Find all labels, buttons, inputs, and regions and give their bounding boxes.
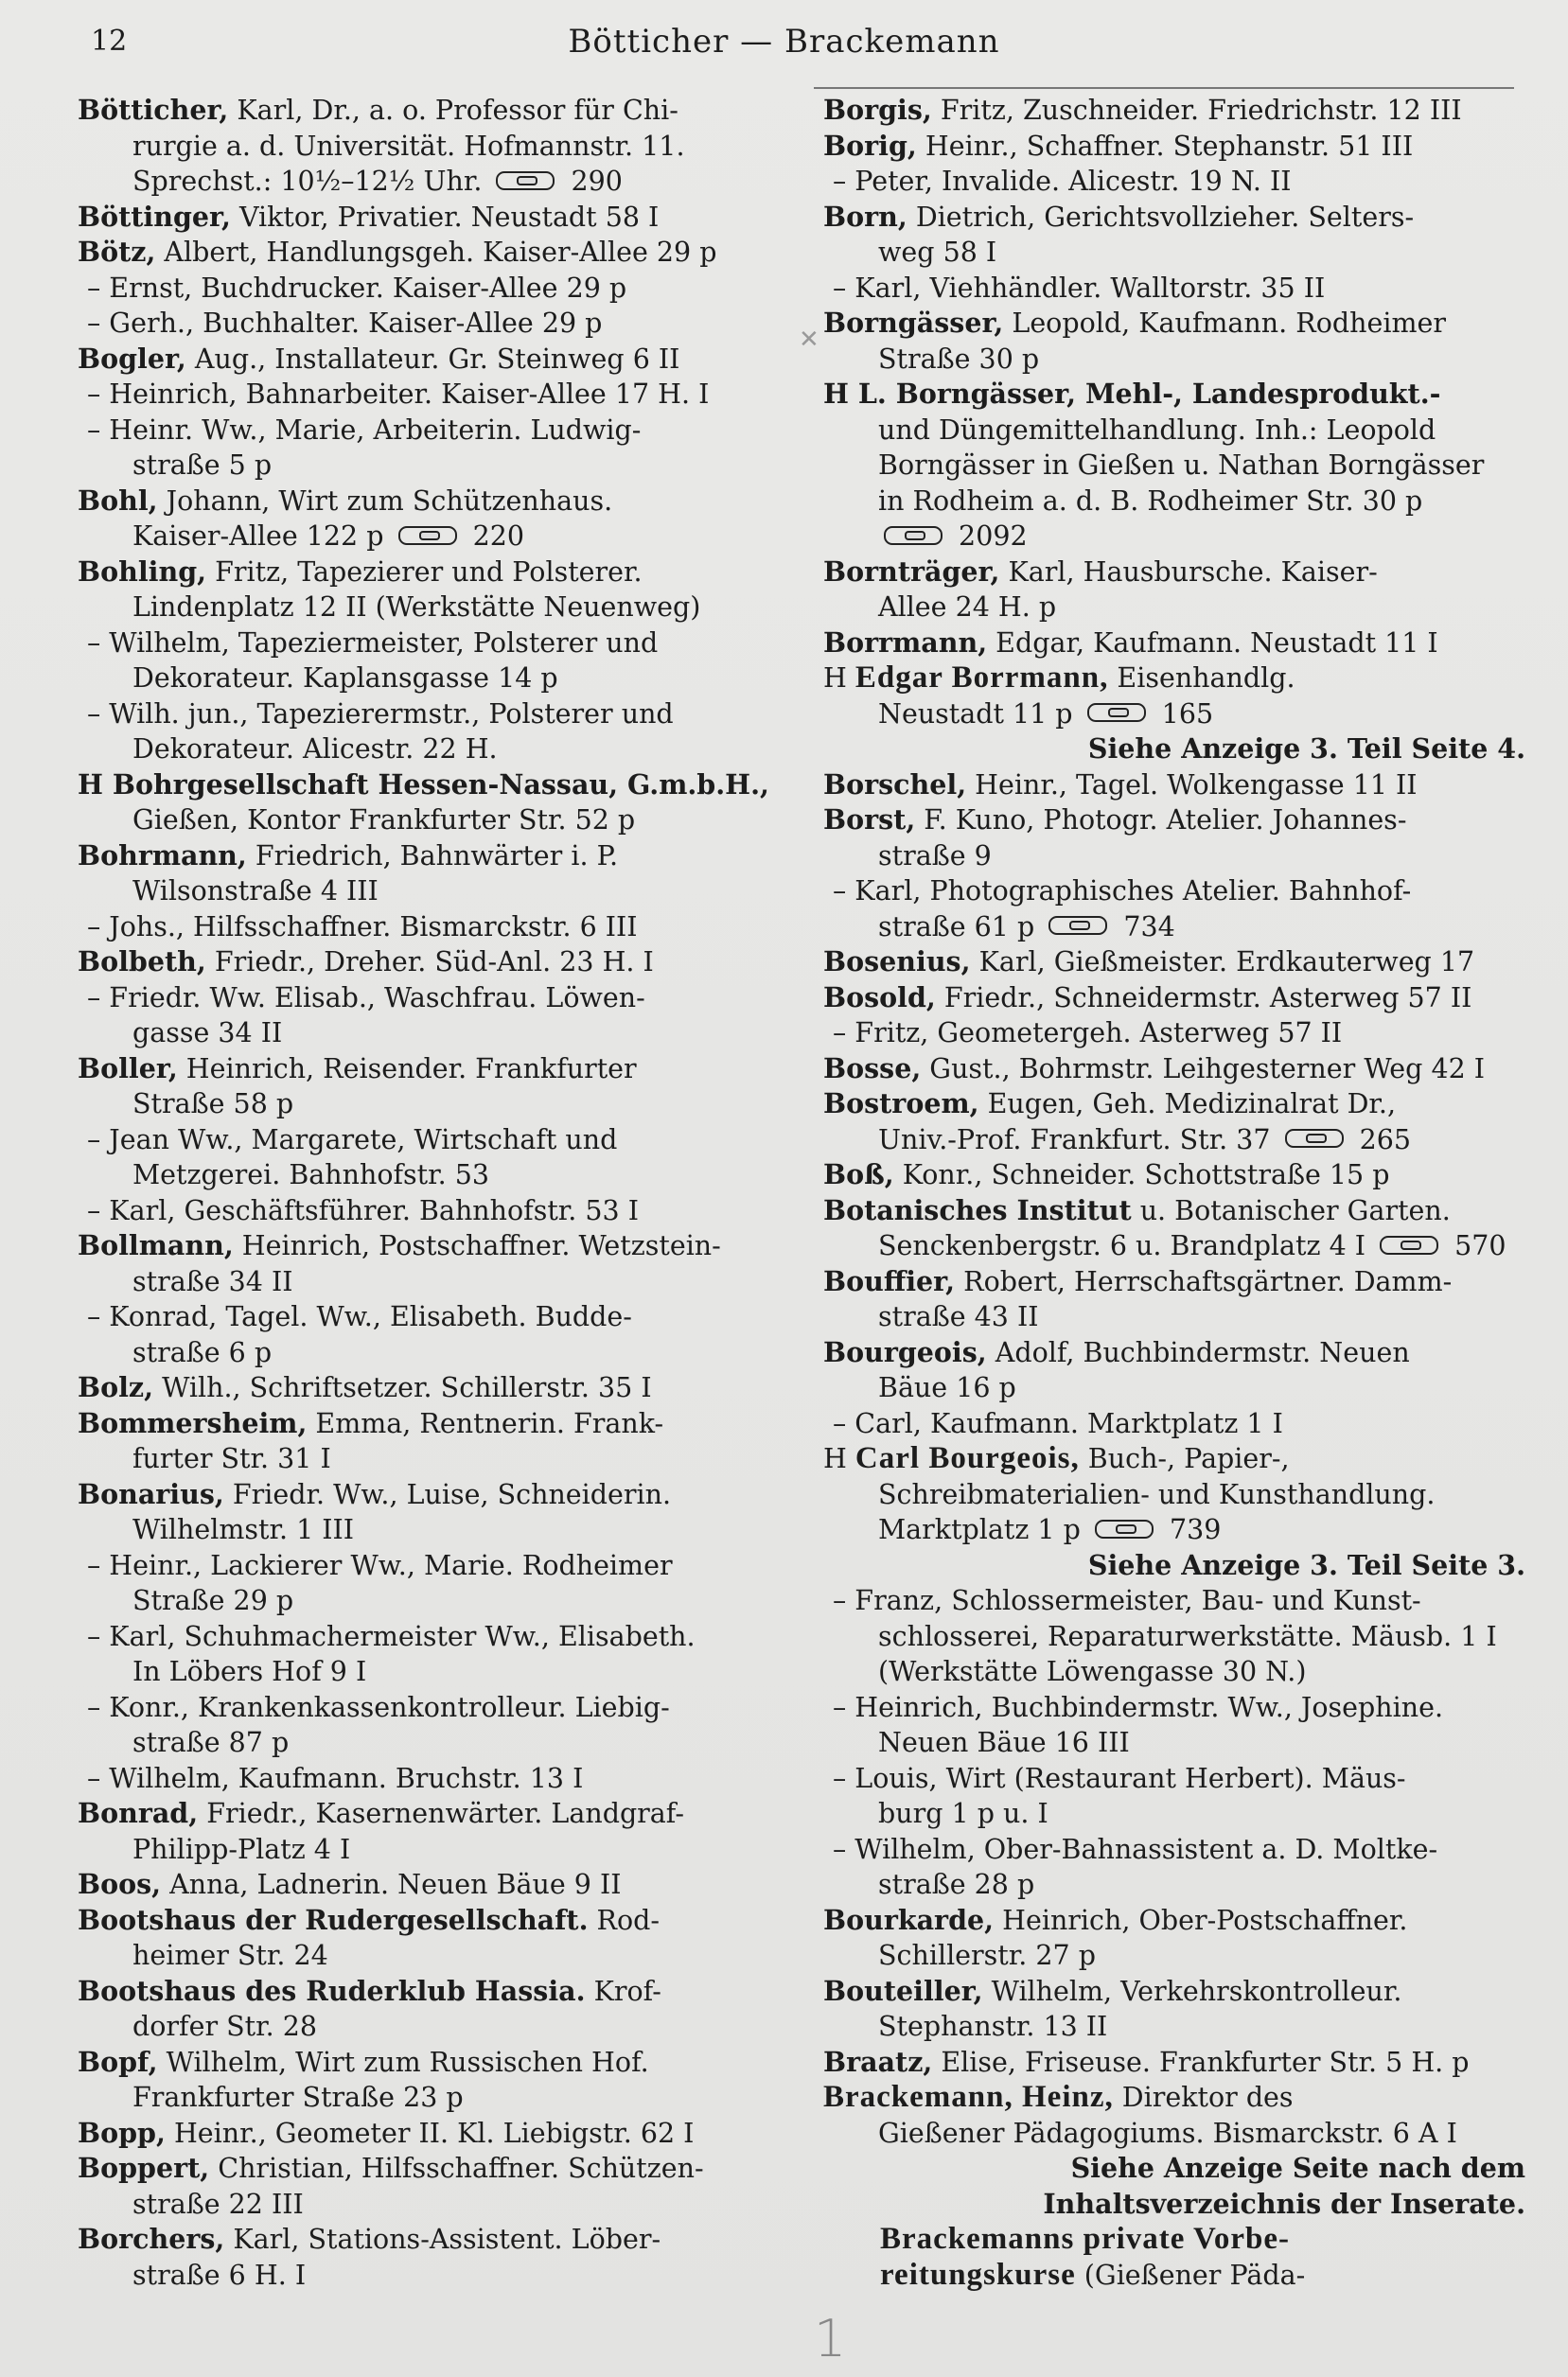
entry-line: [78, 1051, 797, 1087]
entry-detail: Krof-: [585, 1975, 661, 2007]
entry-name: Borst,: [823, 803, 916, 836]
advert-entry-line: H Carl Bourgeois, Buch-, Papier-,: [823, 1441, 1290, 1475]
footer-page-mark: 1: [814, 2309, 847, 2368]
company-entry-line: [78, 767, 797, 803]
entry-detail: Christian, Hilfsschaffner. Schützen-: [209, 2153, 704, 2184]
entry-detail: Anna, Ladnerin. Neuen Bäue 9 II: [161, 1869, 622, 1900]
directory-entry: [78, 980, 797, 1051]
entry-continuation: burg 1 p u. I: [878, 1798, 1048, 1829]
entry-name: Bolz,: [78, 1371, 154, 1403]
directory-entry: [78, 1903, 797, 1974]
sub-entry-line: – Louis, Wirt (Restaurant Herbert). Mäus-: [833, 1762, 1406, 1794]
entry-name: Borig,: [823, 129, 917, 162]
entry-name: Boos,: [78, 1868, 162, 1900]
entry-continuation: Allee 24 H. p: [878, 591, 1057, 623]
entry-detail: Johann, Wirt zum Schützenhaus.: [157, 484, 613, 517]
entry-detail: u. Botanischer Garten.: [1131, 1194, 1451, 1226]
entry-line: [78, 1406, 797, 1442]
entry-continuation: Dekorateur. Kaplansgasse 14 p: [132, 662, 558, 694]
entry-name: Bonrad,: [78, 1797, 199, 1829]
entry-name: Bourkarde,: [823, 1903, 995, 1936]
entry-line: [78, 200, 797, 236]
directory-entry: [78, 235, 797, 271]
entry-continuation: straße 34 II: [132, 1265, 293, 1297]
directory-entry: [823, 1583, 1531, 1690]
promo-title: reitungskurse: [880, 2257, 1076, 2292]
entry-line: [823, 1903, 1531, 1939]
entry-detail: Dietrich, Gerichtsvollzieher. Selters-: [907, 201, 1415, 233]
entry-line: [823, 1193, 1531, 1229]
entry-name: Böttinger,: [78, 200, 231, 233]
directory-entry: [823, 164, 1531, 200]
entry-name: Bopp,: [78, 2116, 166, 2149]
entry-line: [823, 1974, 1531, 2010]
entry-continuation: Neuen Bäue 16 III: [878, 1727, 1130, 1758]
directory-entry: [78, 1051, 797, 1122]
entry-continuation: Straße 29 p: [132, 1585, 294, 1616]
entry-name: Bosold,: [823, 980, 936, 1013]
directory-entry: [78, 2045, 797, 2116]
entry-name: Borgis,: [823, 94, 932, 126]
entry-line: [78, 1477, 797, 1513]
entry-name: Bornträger,: [823, 555, 1000, 588]
telephone-icon: [496, 171, 555, 190]
sub-entry-line: – Karl, Geschäftsführer. Bahnhofstr. 53 I: [87, 1194, 639, 1226]
entry-line: [78, 1867, 797, 1903]
entry-line: [78, 1370, 797, 1406]
entry-continuation: Lindenplatz 12 II (Werkstätte Neuenweg): [132, 591, 701, 623]
entry-detail: Wilh., Schriftsetzer. Schillerstr. 35 I: [153, 1372, 652, 1403]
page-number: 12: [91, 25, 128, 58]
directory-entry: [78, 909, 797, 945]
entry-continuation: Bäue 16 p: [878, 1372, 1016, 1403]
directory-entry: [823, 129, 1531, 165]
entry-line: [823, 555, 1531, 590]
entry-detail: Heinr., Geometer II. Kl. Liebigstr. 62 I: [165, 2117, 695, 2149]
sub-entry-line: – Johs., Hilfsschaffner. Bismarckstr. 6 III: [87, 910, 638, 942]
entry-name: Bouffier,: [823, 1264, 956, 1297]
directory-entry: [78, 342, 797, 378]
advert-notice: Siehe Anzeige Seite nach dem: [1070, 2152, 1525, 2184]
directory-entry: [78, 767, 797, 838]
sub-entry-line: – Heinr., Lackierer Ww., Marie. Rodheimer: [87, 1549, 673, 1581]
entry-line: [78, 2151, 797, 2187]
promo-line: [823, 2222, 1531, 2258]
directory-entry: [78, 1122, 797, 1193]
entry-detail: Fritz, Tapezierer und Polsterer.: [206, 555, 643, 588]
directory-entry: [823, 980, 1531, 1016]
promo-line: reitungskurse (Gießener Päda-: [823, 2258, 1531, 2294]
directory-entry: [823, 1193, 1531, 1264]
advert-notice: Inhaltsverzeichnis der Inserate.: [1043, 2187, 1525, 2220]
entry-detail: Wilhelm, Verkehrskontrolleur.: [982, 1975, 1402, 2007]
directory-entry: [78, 2222, 797, 2293]
directory-entry: [78, 200, 797, 236]
sub-entry-line: – Ernst, Buchdrucker. Kaiser-Allee 29 p: [87, 272, 627, 304]
advert-notice: Siehe Anzeige 3. Teil Seite 3.: [1087, 1548, 1525, 1581]
entry-name: Boß,: [823, 1158, 894, 1190]
entry-detail: Konr., Schneider. Schottstraße 15 p: [893, 1159, 1390, 1190]
company-name: H L. Borngässer, Mehl-, Landesprodukt.-: [823, 378, 1441, 410]
entry-continuation: furter Str. 31 I: [132, 1443, 331, 1474]
directory-entry: [78, 1299, 797, 1370]
entry-detail: Rod-: [588, 1904, 661, 1936]
telephone-icon: [1380, 1236, 1438, 1255]
directory-entry: [823, 1761, 1531, 1832]
entry-detail: Friedr., Kasernenwärter. Landgraf-: [198, 1798, 684, 1829]
directory-entry: [78, 1193, 797, 1229]
entry-continuation: straße 61 p 734: [878, 910, 1175, 942]
telephone-icon: [1095, 1520, 1154, 1539]
telephone-icon: [884, 526, 943, 545]
entry-detail: Karl, Gießmeister. Erdkauterweg 17: [970, 946, 1475, 977]
entry-continuation: Marktplatz 1 p 739: [878, 1514, 1222, 1545]
directory-entry: [78, 1477, 797, 1548]
directory-entry: [78, 484, 797, 555]
entry-line: [78, 1974, 797, 2010]
entry-line: [78, 2045, 797, 2081]
entry-line: [823, 1051, 1531, 1087]
entry-continuation: gasse 34 II: [132, 1017, 283, 1048]
sub-entry-line: – Heinrich, Bahnarbeiter. Kaiser-Allee 17 H. I: [87, 379, 710, 410]
entry-line: [78, 1796, 797, 1832]
entry-detail: Robert, Herrschaftsgärtner. Damm-: [955, 1265, 1453, 1297]
entry-detail: Aug., Installateur. Gr. Steinweg 6 II: [185, 343, 680, 375]
directory-entry: [823, 1264, 1531, 1335]
directory-entry: [78, 1228, 797, 1299]
entry-name: Borschel,: [823, 767, 967, 801]
sub-entry-line: – Heinrich, Buchbindermstr. Ww., Josephine.: [833, 1691, 1444, 1723]
directory-entry: [823, 1015, 1531, 1051]
entry-detail: Eugen, Geh. Medizinalrat Dr.,: [978, 1088, 1397, 1119]
page-title: Bötticher — Brackemann: [568, 23, 1000, 61]
entry-line: [823, 944, 1531, 980]
entry-line: [823, 2080, 1531, 2116]
entry-continuation: Neustadt 11 p 165: [878, 697, 1214, 730]
entry-detail: Viktor, Privatier. Neustadt 58 I: [230, 201, 660, 233]
stray-mark: ✕: [799, 326, 819, 354]
entry-continuation: Kaiser-Allee 122 p 220: [132, 520, 524, 552]
sub-entry-line: – Karl, Viehhändler. Walltorstr. 35 II: [833, 272, 1326, 304]
entry-continuation: straße 5 p: [132, 449, 273, 481]
advert-entry-line: H Edgar Borrmann, Eisenhandlg.: [823, 660, 1295, 695]
entry-continuation: und Düngemittelhandlung. Inh.: Leopold: [878, 414, 1436, 446]
entry-line: [823, 1157, 1531, 1193]
sub-entry-line: – Konr., Krankenkassenkontrolleur. Liebig-: [87, 1691, 670, 1723]
entry-detail: Heinr., Tagel. Wolkengasse 11 II: [966, 768, 1418, 801]
directory-entry: [823, 2080, 1531, 2222]
entry-detail: Direktor des: [1113, 2082, 1294, 2113]
company-entry-line: [823, 377, 1531, 413]
entry-detail: Heinrich, Reisender. Frankfurter: [177, 1052, 637, 1084]
entry-continuation: schlosserei, Reparaturwerkstätte. Mäusb. 1 I: [878, 1620, 1497, 1652]
directory-entry: [823, 625, 1531, 661]
entry-continuation: straße 6 H. I: [132, 2259, 307, 2291]
entry-name: Bommersheim,: [78, 1406, 308, 1439]
sub-entry-line: – Konrad, Tagel. Ww., Elisabeth. Budde-: [87, 1301, 632, 1332]
directory-entry: [823, 1832, 1531, 1903]
entry-name: Brackemann, Heinz,: [823, 2080, 1114, 2114]
directory-entry: [78, 1690, 797, 1761]
telephone-icon: [1087, 703, 1146, 722]
directory-entry: [78, 1796, 797, 1867]
directory-entry: [823, 1406, 1531, 1442]
sub-entry-line: – Friedr. Ww. Elisab., Waschfrau. Löwen-: [87, 981, 645, 1013]
entry-line: [823, 1335, 1531, 1371]
directory-entry: [823, 660, 1531, 767]
entry-line: [823, 200, 1531, 236]
directory-entry: [78, 1370, 797, 1406]
entry-detail: Leopold, Kaufmann. Rodheimer: [1003, 308, 1446, 339]
directory-entry: [78, 555, 797, 625]
entry-detail: Heinr., Schaffner. Stephanstr. 51 III: [916, 130, 1414, 162]
left-column: [78, 93, 797, 2293]
directory-entry: [823, 93, 1531, 129]
entry-detail: Karl, Stations-Assistent. Löber-: [224, 2224, 661, 2255]
directory-entry: [823, 271, 1531, 307]
entry-name: Bopf,: [78, 2045, 158, 2078]
directory-entry: [823, 555, 1531, 625]
directory-entry: [823, 1441, 1531, 1583]
entry-continuation: straße 9: [878, 839, 992, 872]
entry-name: Born,: [823, 200, 907, 233]
entry-continuation: Schillerstr. 27 p: [878, 1940, 1096, 1971]
directory-entry: [78, 93, 797, 200]
right-column: [823, 93, 1531, 2293]
entry-continuation: Schreibmaterialien- und Kunsthandlung.: [878, 1478, 1436, 1510]
entry-detail: Elise, Friseuse. Frankfurter Str. 5 H. p: [932, 2046, 1470, 2078]
sub-entry-line: – Heinr. Ww., Marie, Arbeiterin. Ludwig-: [87, 414, 642, 446]
directory-entry: [78, 944, 797, 980]
entry-line: [78, 484, 797, 519]
entry-name: Bogler,: [78, 342, 186, 375]
directory-entry: [823, 873, 1531, 944]
entry-detail: Karl, Dr., a. o. Professor für Chi-: [228, 95, 678, 126]
directory-entry: [823, 377, 1531, 555]
entry-name: Bootshaus der Rudergesellschaft.: [78, 1903, 589, 1936]
entry-continuation: weg 58 I: [878, 237, 997, 268]
entry-name: Boller,: [78, 1051, 178, 1084]
directory-entry: [823, 1690, 1531, 1761]
sub-entry-line: – Wilhelm, Kaufmann. Bruchstr. 13 I: [87, 1762, 584, 1794]
entry-line: [823, 2045, 1531, 2081]
promo-title: Brackemanns private Vorbe-: [880, 2222, 1290, 2256]
directory-entry: [78, 377, 797, 413]
entry-continuation: Gießener Pädagogiums. Bismarckstr. 6 A I: [878, 2117, 1457, 2149]
entry-name: Bourgeois,: [823, 1335, 987, 1368]
entry-name: Boppert,: [78, 2152, 210, 2184]
directory-entry: [823, 1086, 1531, 1157]
entry-name: Bötz,: [78, 236, 156, 268]
entry-continuation: Metzgerei. Bahnhofstr. 53: [132, 1159, 490, 1190]
directory-entry: [78, 1761, 797, 1797]
entry-name: Bohrmann,: [78, 838, 247, 872]
directory-entry: [823, 2045, 1531, 2081]
company-name: H Bohrgesellschaft Hessen-Nassau, G.m.b.H.,: [78, 767, 769, 801]
directory-entry: [823, 767, 1531, 803]
entry-line: [78, 342, 797, 378]
directory-entry: [78, 696, 797, 767]
entry-detail: Gust., Bohrmstr. Leihgesterner Weg 42 I: [921, 1052, 1486, 1084]
directory-entry: [78, 271, 797, 307]
directory-entry: [823, 1903, 1531, 1974]
entry-name: Bohling,: [78, 555, 207, 588]
directory-entry: [78, 413, 797, 484]
directory-entry: [823, 1157, 1531, 1193]
entry-continuation: Wilsonstraße 4 III: [132, 875, 379, 907]
directory-entry: [823, 1335, 1531, 1406]
entry-continuation: Senckenbergstr. 6 u. Brandplatz 4 I 570: [878, 1230, 1506, 1261]
entry-continuation: Straße 58 p: [132, 1088, 294, 1119]
header-rule: [814, 87, 1514, 89]
entry-name: Braatz,: [823, 2045, 933, 2078]
directory-entry: [823, 1974, 1531, 2045]
entry-name: Bonarius,: [78, 1477, 224, 1510]
telephone-icon: [1285, 1129, 1344, 1148]
entry-name: Bouteiller,: [823, 1974, 983, 2007]
directory-entry: [78, 838, 797, 909]
telephone-icon: [398, 526, 457, 545]
directory-entry: [78, 1867, 797, 1903]
entry-continuation: Wilhelmstr. 1 III: [132, 1514, 355, 1545]
entry-detail: Wilhelm, Wirt zum Russischen Hof.: [157, 2046, 649, 2078]
sub-entry-line: – Karl, Schuhmachermeister Ww., Elisabeth.: [87, 1620, 696, 1652]
sub-entry-line: – Wilhelm, Ober-Bahnassistent a. D. Moltke-: [833, 1833, 1438, 1865]
entry-detail: Friedr., Schneidermstr. Asterweg 57 II: [935, 981, 1472, 1013]
sub-entry-line: – Gerh., Buchhalter. Kaiser-Allee 29 p: [87, 308, 603, 339]
entry-line: [823, 93, 1531, 129]
entry-continuation: Sprechst.: 10½–12½ Uhr. 290: [132, 166, 623, 197]
entry-detail: Albert, Handlungsgeh. Kaiser-Allee 29 p: [155, 237, 717, 268]
entry-name: Borngässer,: [823, 307, 1004, 339]
entry-line: [78, 93, 797, 129]
entry-line: [823, 802, 1531, 838]
entry-detail: Friedrich, Bahnwärter i. P.: [246, 839, 619, 872]
directory-entry: [78, 306, 797, 342]
directory-entry: [823, 802, 1531, 873]
advert-notice: Siehe Anzeige 3. Teil Seite 4.: [1087, 732, 1525, 765]
entry-detail: Adolf, Buchbindermstr. Neuen: [986, 1336, 1410, 1368]
directory-entry: [823, 200, 1531, 271]
sub-entry-line: – Karl, Photographisches Atelier. Bahnhof-: [833, 875, 1412, 907]
entry-line: [823, 1086, 1531, 1122]
entry-line: [78, 838, 797, 874]
directory-entry: [823, 2222, 1531, 2293]
entry-continuation: Univ.-Prof. Frankfurt. Str. 37 265: [878, 1123, 1412, 1155]
entry-continuation: straße 87 p: [132, 1727, 290, 1758]
entry-name: Borchers,: [78, 2223, 225, 2255]
directory-entry: [78, 1548, 797, 1619]
entry-name: Borrmann,: [823, 625, 988, 659]
entry-continuation: Straße 30 p: [878, 343, 1040, 375]
page-header: [0, 23, 1568, 76]
directory-entry: [78, 1974, 797, 2045]
entry-line: [78, 235, 797, 271]
entry-continuation: Frankfurter Straße 23 p: [132, 2082, 464, 2113]
entry-continuation: straße 22 III: [132, 2188, 304, 2220]
directory-entry: [78, 1406, 797, 1477]
directory-entry: [823, 306, 1531, 377]
entry-line: [78, 2116, 797, 2152]
entry-detail: Friedr. Ww., Luise, Schneiderin.: [223, 1478, 672, 1510]
sub-entry-line: – Franz, Schlossermeister, Bau- und Kunst-: [833, 1585, 1421, 1616]
entry-line: [78, 1228, 797, 1264]
entry-name: Botanisches Institut: [823, 1193, 1132, 1226]
entry-detail: Fritz, Zuschneider. Friedrichstr. 12 III: [931, 95, 1462, 126]
entry-detail: Heinrich, Postschaffner. Wetzstein-: [233, 1230, 721, 1261]
entry-line: [823, 306, 1531, 342]
entry-detail: F. Kuno, Photogr. Atelier. Johannes-: [915, 804, 1407, 836]
advert-name: Edgar Borrmann,: [854, 660, 1109, 695]
entry-name: Bosenius,: [823, 945, 971, 977]
entry-line: [823, 129, 1531, 165]
entry-line: [78, 555, 797, 590]
entry-continuation: Stephanstr. 13 II: [878, 2011, 1108, 2042]
sub-entry-line: – Carl, Kaufmann. Marktplatz 1 I: [833, 1407, 1283, 1439]
sub-entry-line: – Wilh. jun., Tapezierermstr., Polsterer und: [87, 697, 674, 730]
sub-entry-line: – Wilhelm, Tapeziermeister, Polsterer und: [87, 626, 659, 659]
entry-detail: Emma, Rentnerin. Frank-: [307, 1407, 664, 1439]
entry-detail: Edgar, Kaufmann. Neustadt 11 I: [987, 626, 1438, 659]
entry-continuation: In Löbers Hof 9 I: [132, 1656, 367, 1687]
entry-continuation: heimer Str. 24: [132, 1940, 328, 1971]
entry-line: [78, 944, 797, 980]
entry-continuation: (Werkstätte Löwengasse 30 N.): [878, 1656, 1307, 1687]
advert-name: Carl Bourgeois,: [854, 1441, 1080, 1475]
entry-name: Bötticher,: [78, 94, 229, 126]
sub-entry-line: – Fritz, Geometergeh. Asterweg 57 II: [833, 1017, 1343, 1048]
entry-continuation: straße 43 II: [878, 1301, 1039, 1332]
entry-continuation: rurgie a. d. Universität. Hofmannstr. 11.: [132, 130, 685, 162]
entry-name: Bostroem,: [823, 1087, 979, 1119]
entry-continuation: 2092: [823, 519, 1531, 555]
entry-continuation: in Rodheim a. d. B. Rodheimer Str. 30 p: [878, 484, 1423, 517]
entry-name: Bohl,: [78, 484, 158, 517]
sub-entry-line: – Peter, Invalide. Alicestr. 19 N. II: [833, 166, 1292, 197]
sub-entry-line: – Jean Ww., Margarete, Wirtschaft und: [87, 1123, 618, 1155]
entry-detail: Karl, Hausbursche. Kaiser-: [999, 555, 1378, 588]
directory-entry: [823, 944, 1531, 980]
entry-detail: Heinrich, Ober-Postschaffner.: [994, 1904, 1408, 1936]
entry-detail: Friedr., Dreher. Süd-Anl. 23 H. I: [205, 946, 654, 977]
entry-continuation: straße 28 p: [878, 1869, 1035, 1900]
entry-line: [78, 2222, 797, 2258]
entry-continuation: Dekorateur. Alicestr. 22 H.: [132, 733, 498, 765]
entry-continuation: Borngässer in Gießen u. Nathan Borngässer: [878, 449, 1485, 481]
telephone-icon: [1048, 916, 1107, 935]
entry-name: Bootshaus des Ruderklub Hassia.: [78, 1974, 586, 2007]
entry-name: Bosse,: [823, 1051, 922, 1084]
directory-entry: [78, 2151, 797, 2222]
entry-line: [823, 767, 1531, 803]
entry-continuation: dorfer Str. 28: [132, 2011, 317, 2042]
entry-line: [823, 980, 1531, 1016]
entry-name: Bollmann,: [78, 1229, 234, 1261]
directory-entry: [78, 625, 797, 696]
entry-name: Bolbeth,: [78, 945, 206, 977]
entry-line: [823, 1264, 1531, 1300]
entry-line: [78, 1903, 797, 1939]
directory-entry: [78, 2116, 797, 2152]
entry-continuation: Philipp-Platz 4 I: [132, 1833, 351, 1865]
entry-continuation: straße 6 p: [132, 1336, 273, 1368]
entry-line: [823, 625, 1531, 661]
directory-entry: [823, 1051, 1531, 1087]
entry-continuation: Gießen, Kontor Frankfurter Str. 52 p: [132, 804, 636, 836]
directory-entry: [78, 1619, 797, 1690]
